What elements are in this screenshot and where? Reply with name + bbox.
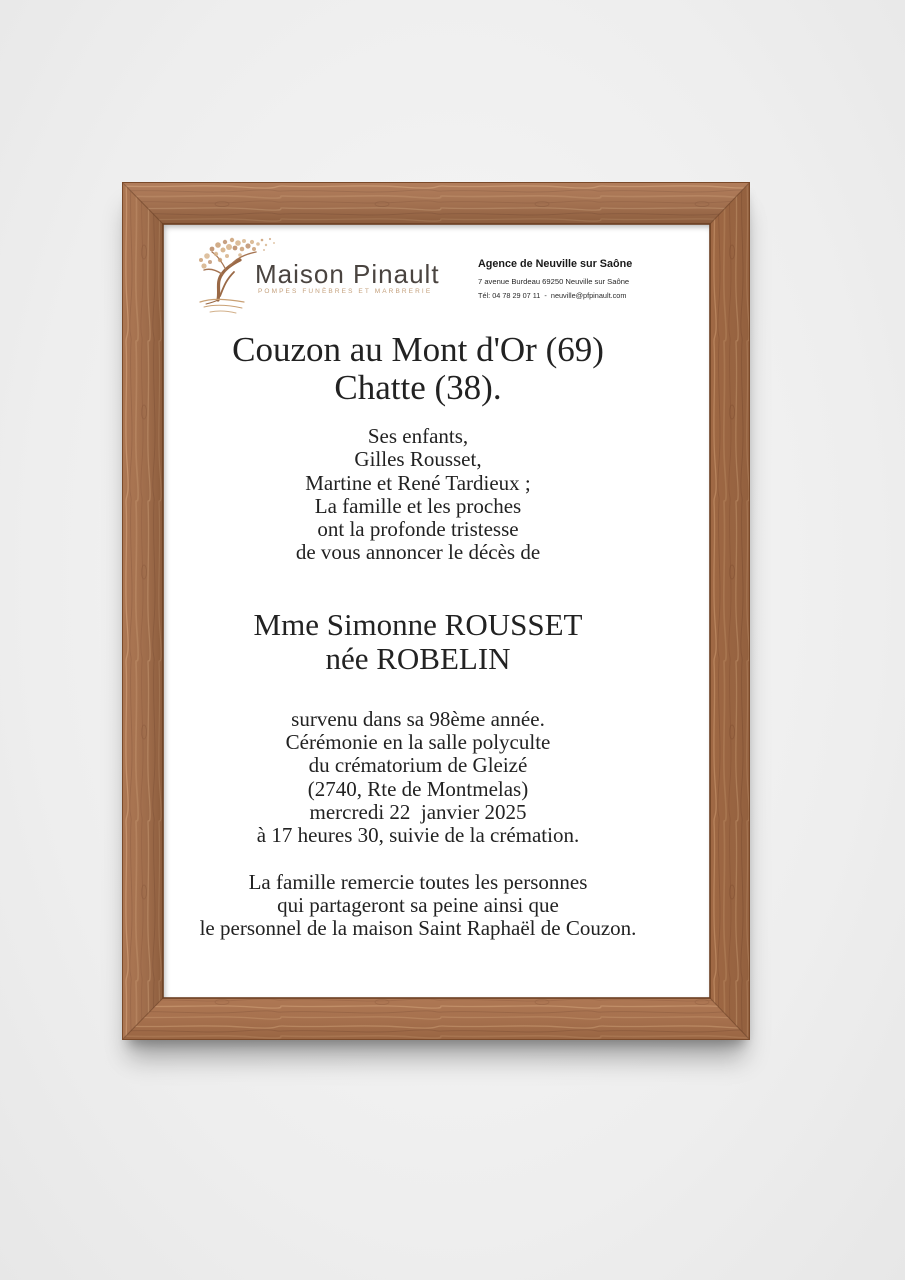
family-thanks [163,871,673,940]
thanks-line: qui partageront sa peine ainsi que [277,893,559,917]
details-line: du crématorium de Gleizé [308,753,528,778]
agency-contact: Tél: 04 78 29 07 11 - neuville@pfpinault.com [478,291,627,300]
announcement-line: Gilles Rousset, [354,447,482,472]
announcement-line: ont la profonde tristesse [317,517,519,542]
deceased-maiden-name-line: née ROBELIN [325,641,511,676]
details-line: mercredi 22 janvier 2025 [309,799,527,824]
notice-announcement [163,425,673,565]
announcement-line: de vous annoncer le décès de [295,540,541,565]
ceremony-details [163,708,673,847]
logo-name: Maison Pinault [255,259,440,289]
announcement-line: La famille et les proches [314,493,522,518]
announcement-line: Ses enfants, [367,424,469,448]
location-line: Chatte (38). [334,368,502,407]
agency-address: 7 avenue Burdeau 69250 Neuville sur Saône [478,277,630,286]
location-line: Couzon au Mont d'Or (69) [232,330,604,369]
details-line: à 17 heures 30, suivie de la crémation. [256,823,580,848]
details-line: Cérémonie en la salle polyculte [285,730,551,755]
logo-tagline: POMPES FUNÈBRES ET MARBRERIE [258,288,433,295]
announcement-line: Martine et René Tardieux ; [305,470,531,495]
thanks-line: le personnel de la maison Saint Raphaël de Couzon. [199,916,637,940]
notice-locations [163,331,673,407]
agency-name: Agence de Neuville sur Saône [478,258,633,270]
details-line: (2740, Rte de Montmelas) [307,776,529,801]
deceased-name-line: Mme Simonne ROUSSET [253,607,583,642]
thanks-line: La famille remercie toutes les personnes [248,870,588,894]
details-line: survenu dans sa 98ème année. [291,707,545,731]
deceased-name [163,608,673,676]
